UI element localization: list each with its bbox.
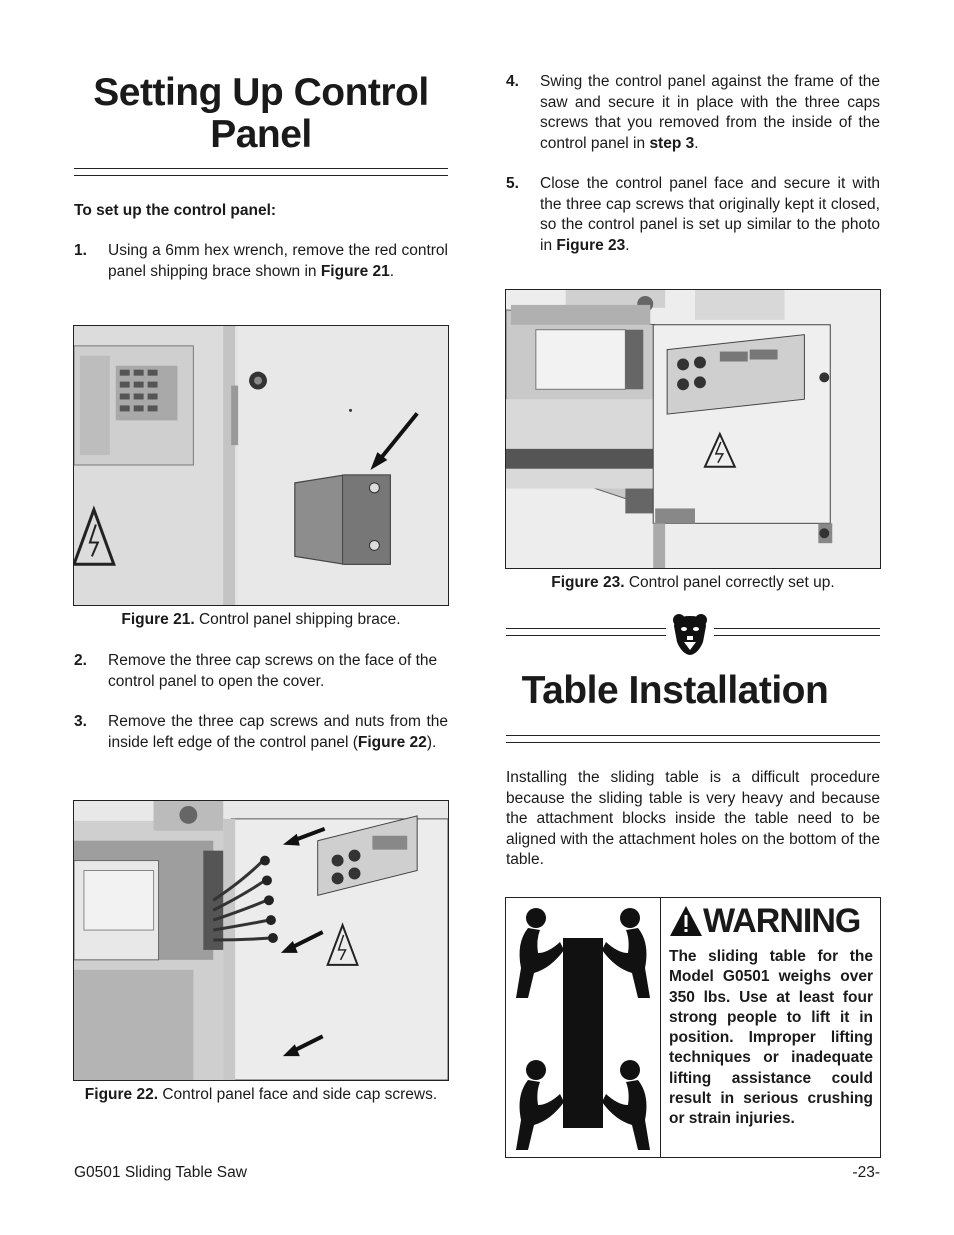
- step-text: Remove the three cap screws and nuts from the inside left edge of the control panel (Figure 22).: [108, 713, 448, 751]
- title-line-2: Panel: [210, 113, 312, 156]
- warning-header: [668, 902, 878, 942]
- figure-22-photo: [73, 800, 449, 1081]
- step-5: [506, 174, 880, 258]
- figure-21-photo: [73, 325, 449, 606]
- footer-left: G0501 Sliding Table Saw: [74, 1164, 247, 1181]
- logo-divider-right: [714, 628, 880, 636]
- section-title-table-installation: Table Installation: [521, 669, 829, 712]
- figure-23-photo: [505, 289, 881, 569]
- step-text: Close the control panel face and secure it with the three cap screws that originally kept it closed, so the control panel is set up similar to the photo in Figure 23.: [540, 175, 880, 254]
- title-divider: [74, 168, 448, 176]
- step-text: Swing the control panel against the frame of the saw and secure it in place with the three caps screws that you removed from the inside of the control panel in step 3.: [540, 73, 880, 152]
- figure-23-caption: [506, 573, 880, 594]
- caption-label: Figure 23.: [551, 574, 625, 591]
- warning-box: [505, 897, 881, 1158]
- section-title-control-panel: [74, 72, 448, 156]
- step-number: 3.: [74, 713, 87, 730]
- step-4: [506, 72, 880, 156]
- caption-text: Control panel shipping brace.: [198, 611, 401, 628]
- step-text: Remove the three cap screws on the face of the control panel to open the cover.: [108, 652, 438, 690]
- step-number: 2.: [74, 652, 87, 669]
- step-3: [74, 712, 448, 774]
- figure-22-caption: [74, 1085, 448, 1106]
- warning-heading: WARNING: [703, 902, 861, 940]
- lifting-people-icon: [506, 898, 660, 1157]
- caption-label: Figure 21.: [121, 611, 195, 628]
- table-installation-body: Installing the sliding table is a difficult procedure because the sliding table is very heavy and because the attachment blocks inside the table need to be aligned with the attachment holes on the bottom of the table.: [506, 769, 880, 868]
- warning-image-panel: [506, 898, 661, 1157]
- step-text: Using a 6mm hex wrench, remove the red control panel shipping brace shown in Figure 21.: [108, 242, 448, 280]
- figure-reference: Figure 23: [556, 236, 626, 254]
- step-1: [74, 241, 448, 303]
- warning-triangle-icon: [668, 904, 704, 938]
- intro-heading: To set up the control panel:: [74, 202, 277, 219]
- figure-21-caption: [74, 610, 448, 631]
- figure-reference: Figure 22: [357, 733, 427, 751]
- title-line-1: Setting Up Control: [93, 71, 429, 114]
- step-number: 5.: [506, 175, 519, 192]
- step-2: [74, 651, 448, 693]
- title-divider-table-installation: [506, 735, 880, 743]
- logo-divider-left: [506, 628, 666, 636]
- footer-page-number: -23-: [852, 1164, 880, 1181]
- step-reference: step 3: [649, 134, 695, 152]
- step-number: 4.: [506, 73, 519, 90]
- warning-text: The sliding table for the Model G0501 weighs over 350 lbs. Use at least four strong people to lift it in position. Improper lifting techniques or inadequate lifting assistance could result in serious crushing or strain injuries.: [669, 948, 873, 1128]
- figure-reference: Figure 21: [320, 262, 390, 280]
- caption-label: Figure 22.: [84, 1086, 159, 1103]
- caption-text: Control panel face and side cap screws.: [162, 1086, 438, 1103]
- caption-text: Control panel correctly set up.: [628, 574, 835, 591]
- bear-logo-icon: [670, 612, 710, 656]
- step-number: 1.: [74, 242, 87, 259]
